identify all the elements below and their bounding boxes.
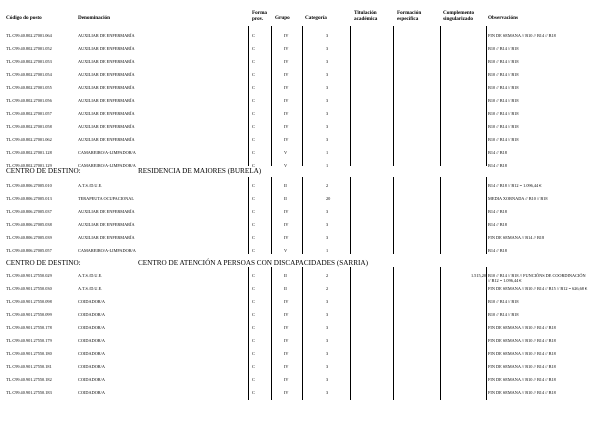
cell-grupo: IV	[284, 85, 289, 90]
cell-code: TL.C99.40.802.27001.057	[6, 111, 52, 116]
cell-code: TL.C99.40.802.27001.053	[6, 59, 52, 64]
cell-cat: 2	[326, 183, 329, 188]
cell-obs: FIN DE SEMANA // B14 // B18	[488, 235, 545, 240]
table-row	[0, 205, 615, 218]
cell-den: COIDADOR/A	[78, 338, 105, 343]
cell-forma: C	[252, 286, 255, 291]
cell-obs: FIN DE SEMANA // B10 // B14 // B15 // B12 = 626,68 €	[488, 286, 588, 291]
cell-grupo: IV	[284, 364, 289, 369]
header-observacions: Observacións	[488, 15, 518, 21]
section3-name: CENTRO DE ATENCIÓN A PERSOAS CON DISCAPACIDADES (SARRIA)	[138, 259, 368, 267]
cell-grupo: IV	[284, 351, 289, 356]
cell-obs: B10 // B14 // B18	[488, 59, 519, 64]
table-row	[0, 321, 615, 334]
cell-obs: B14 // B18 // B12 = 1.096,44 €	[488, 183, 542, 188]
cell-forma: C	[252, 85, 255, 90]
cell-cat: 3	[326, 72, 329, 77]
cell-forma: C	[252, 312, 255, 317]
cell-den: AUXILIAR DE ENFERMARÍA	[78, 85, 135, 90]
cell-cat: 1	[326, 150, 329, 155]
cell-forma: C	[252, 137, 255, 142]
cell-forma: C	[252, 390, 255, 395]
column-rule	[486, 26, 487, 166]
cell-forma: C	[252, 338, 255, 343]
column-rule	[440, 26, 441, 166]
column-rule	[486, 267, 487, 400]
cell-den: AUXILIAR DE ENFERMARÍA	[78, 59, 135, 64]
section2-title	[6, 167, 81, 175]
cell-code: TL.C99.40.806.27005.013	[6, 196, 52, 201]
cell-den: AUXILIAR DE ENFERMARÍA	[78, 111, 135, 116]
cell-den: COIDADOR/A	[78, 390, 105, 395]
cell-obs: B10 // B14 // B18	[488, 312, 519, 317]
cell-grupo: IV	[284, 137, 289, 142]
cell-cat: 3	[326, 46, 329, 51]
cell-code: TL.C99.40.806.27005.038	[6, 222, 52, 227]
cell-code: TL.C99.40.802.27001.056	[6, 98, 52, 103]
column-rule	[248, 26, 249, 166]
column-rule	[350, 177, 351, 254]
cell-grupo: II	[284, 286, 287, 291]
column-rule	[271, 177, 272, 254]
cell-den: COIDADOR/A	[78, 299, 105, 304]
table-row	[0, 269, 615, 282]
table-row	[0, 334, 615, 347]
cell-code: TL.C99.40.901.27550.179	[6, 338, 52, 343]
table-row	[0, 231, 615, 244]
cell-obs: FIN DE SEMANA // B10 // B14 // B18	[488, 338, 556, 343]
cell-cat: 1	[326, 163, 329, 168]
cell-forma: C	[252, 209, 255, 214]
column-rule	[393, 177, 394, 254]
section3-title	[6, 259, 81, 267]
table-row	[0, 360, 615, 373]
section2-name: RESIDENCIA DE MAIORES (BURELA)	[138, 167, 262, 175]
cell-grupo: IV	[284, 209, 289, 214]
cell-cat: 2	[326, 273, 329, 278]
column-rule	[302, 267, 303, 400]
cell-grupo: IV	[284, 377, 289, 382]
cell-forma: C	[252, 124, 255, 129]
cell-cat: 3	[326, 111, 329, 116]
cell-den: TERAPEUTA OCUPACIONAL	[78, 196, 134, 201]
table-row	[0, 347, 615, 360]
cell-grupo: II	[284, 183, 287, 188]
cell-cat: 3	[326, 222, 329, 227]
cell-code: TL.C99.40.901.27550.030	[6, 286, 52, 291]
cell-forma: C	[252, 59, 255, 64]
cell-obs: FIN DE SEMANA // B10 // B14 // B18	[488, 325, 556, 330]
column-rule	[271, 26, 272, 166]
cell-cat: 3	[326, 390, 329, 395]
column-rule	[302, 177, 303, 254]
cell-forma: C	[252, 183, 255, 188]
cell-grupo: IV	[284, 235, 289, 240]
cell-den: A.T.S./D.U.E.	[78, 273, 103, 278]
header-codigo: Código do posto	[6, 15, 42, 21]
cell-den: COIDADOR/A	[78, 377, 105, 382]
cell-code: TL.C99.40.901.27550.180	[6, 351, 52, 356]
cell-obs: FIN DE SEMANA // B10 // B14 // B18	[488, 364, 556, 369]
table-row	[0, 120, 615, 133]
cell-forma: C	[252, 351, 255, 356]
table-row	[0, 386, 615, 399]
section3-label: CENTRO DE DESTINO:	[6, 259, 81, 267]
cell-den: AUXILIAR DE ENFERMARÍA	[78, 72, 135, 77]
cell-cat: 2	[326, 286, 329, 291]
cell-obs: B10 // B14 // B18	[488, 299, 519, 304]
cell-cat: 3	[326, 299, 329, 304]
table-row	[0, 295, 615, 308]
cell-grupo: V	[284, 163, 288, 168]
cell-obs: FIN DE SEMANA // B10 // B14 // B18	[488, 351, 556, 356]
table-row	[0, 94, 615, 107]
table-row	[0, 133, 615, 146]
cell-grupo: II	[284, 196, 287, 201]
cell-den: COIDADOR/A	[78, 312, 105, 317]
cell-code: TL.C99.40.901.27550.098	[6, 299, 52, 304]
cell-obs: FIN DE SEMANA // B10 // B14 // B18	[488, 390, 556, 395]
cell-forma: C	[252, 98, 255, 103]
header-forma: Forma prov.	[252, 10, 267, 22]
cell-cat: 3	[326, 338, 329, 343]
cell-code: TL.C99.40.802.27001.062	[6, 137, 52, 142]
cell-forma: C	[252, 33, 255, 38]
cell-cat: 3	[326, 137, 329, 142]
cell-cat: 3	[326, 98, 329, 103]
cell-grupo: IV	[284, 124, 289, 129]
header-formacion: Formación específica	[397, 10, 422, 22]
cell-comp: 1.515,20	[470, 273, 486, 278]
cell-obs: B10 // B14 // B18	[488, 72, 519, 77]
cell-code: TL.C99.40.802.27001.052	[6, 46, 52, 51]
cell-code: TL.C99.40.806.27005.037	[6, 209, 52, 214]
cell-code: TL.C99.40.901.27550.183	[6, 390, 52, 395]
cell-forma: C	[252, 150, 255, 155]
cell-obs: FIN DE SEMANA // B10 // B14 // B18	[488, 377, 556, 382]
cell-grupo: II	[284, 273, 287, 278]
cell-den: CAMAREIRO/A-LIMPADOR/A	[78, 150, 136, 155]
table-row	[0, 159, 615, 172]
header-grupo: Grupo	[275, 15, 290, 21]
table-row	[0, 308, 615, 321]
cell-den: AUXILIAR DE ENFERMARÍA	[78, 124, 135, 129]
cell-forma: C	[252, 248, 255, 253]
column-rule	[393, 267, 394, 400]
cell-code: TL.C99.40.802.27001.055	[6, 85, 52, 90]
table-row	[0, 42, 615, 55]
cell-obs: MEDIA XORNADA // B10 // B18	[488, 196, 548, 201]
cell-obs: B14 // B18	[488, 209, 507, 214]
table-row	[0, 218, 615, 231]
cell-cat: 3	[326, 235, 329, 240]
header-denominacion: Denominación	[78, 15, 110, 21]
cell-grupo: IV	[284, 46, 289, 51]
column-rule	[440, 267, 441, 400]
cell-code: TL.C99.40.802.27001.064	[6, 33, 52, 38]
column-rule	[271, 267, 272, 400]
column-rule	[486, 177, 487, 254]
cell-grupo: IV	[284, 72, 289, 77]
cell-forma: C	[252, 222, 255, 227]
cell-grupo: IV	[284, 33, 289, 38]
cell-cat: 3	[326, 209, 329, 214]
cell-grupo: IV	[284, 390, 289, 395]
cell-code: TL.C99.40.901.27550.029	[6, 273, 52, 278]
cell-obs: B10 // B14 // B18	[488, 85, 519, 90]
cell-forma: C	[252, 163, 255, 168]
cell-obs: B14 // B18	[488, 222, 507, 227]
cell-forma: C	[252, 46, 255, 51]
table-row	[0, 29, 615, 42]
cell-cat: 20	[326, 196, 331, 201]
cell-cat: 3	[326, 312, 329, 317]
cell-cat: 3	[326, 364, 329, 369]
cell-obs2: // B12 = 1.096,44 €	[488, 278, 522, 283]
table-header	[0, 0, 615, 30]
cell-den: CAMAREIRO/A-LIMPADOR/A	[78, 163, 136, 168]
column-rule	[393, 26, 394, 166]
cell-forma: C	[252, 273, 255, 278]
cell-cat: 3	[326, 325, 329, 330]
header-complemento: Complemento singularizado	[443, 10, 475, 22]
cell-code: TL.C99.40.901.27550.178	[6, 325, 52, 330]
cell-code: TL.C99.40.802.27001.129	[6, 163, 52, 168]
cell-grupo: IV	[284, 299, 289, 304]
cell-den: AUXILIAR DE ENFERMARÍA	[78, 98, 135, 103]
header-titulacion: Titulación académica	[354, 10, 378, 22]
header-categoria: Categoría	[305, 15, 327, 21]
cell-forma: C	[252, 299, 255, 304]
cell-code: TL.C99.40.901.27550.182	[6, 377, 52, 382]
cell-forma: C	[252, 377, 255, 382]
cell-code: TL.C99.40.806.27005.039	[6, 235, 52, 240]
cell-forma: C	[252, 72, 255, 77]
cell-obs: B10 // B14 // B18	[488, 137, 519, 142]
table-row	[0, 282, 615, 295]
table-row	[0, 68, 615, 81]
cell-forma: C	[252, 235, 255, 240]
cell-den: COIDADOR/A	[78, 325, 105, 330]
cell-den: CAMAREIRO/A-LIMPADOR/A	[78, 248, 136, 253]
cell-cat: 1	[326, 248, 329, 253]
cell-code: TL.C99.40.806.27005.057	[6, 248, 52, 253]
cell-cat: 3	[326, 377, 329, 382]
cell-grupo: V	[284, 248, 288, 253]
column-rule	[302, 26, 303, 166]
column-rule	[350, 267, 351, 400]
column-rule	[350, 26, 351, 166]
table-row	[0, 107, 615, 120]
table-row	[0, 55, 615, 68]
cell-code: TL.C99.40.901.27550.181	[6, 364, 52, 369]
cell-den: AUXILIAR DE ENFERMARÍA	[78, 137, 135, 142]
cell-forma: C	[252, 196, 255, 201]
cell-cat: 3	[326, 124, 329, 129]
cell-obs: B10 // B14 // B18	[488, 124, 519, 129]
cell-grupo: IV	[284, 111, 289, 116]
section2-label: CENTRO DE DESTINO:	[6, 167, 81, 175]
cell-cat: 3	[326, 33, 329, 38]
table-row	[0, 81, 615, 94]
column-rule	[440, 177, 441, 254]
cell-obs: B10 // B14 // B18 // FUNCIÓNS DE COORDINACIÓN	[488, 273, 586, 278]
cell-grupo: IV	[284, 325, 289, 330]
cell-obs: B10 // B14 // B18	[488, 46, 519, 51]
table-row	[0, 146, 615, 159]
cell-grupo: IV	[284, 312, 289, 317]
cell-den: AUXILIAR DE ENFERMARÍA	[78, 33, 135, 38]
cell-den: AUXILIAR DE ENFERMARÍA	[78, 235, 135, 240]
cell-cat: 3	[326, 351, 329, 356]
cell-den: AUXILIAR DE ENFERMARÍA	[78, 209, 135, 214]
cell-grupo: IV	[284, 98, 289, 103]
table-row	[0, 192, 615, 205]
cell-obs: B10 // B14 // B18	[488, 98, 519, 103]
cell-obs: B14 // B18	[488, 248, 507, 253]
cell-code: TL.C99.40.802.27001.128	[6, 150, 52, 155]
cell-obs: B14 // B18	[488, 150, 507, 155]
cell-grupo: IV	[284, 59, 289, 64]
cell-den: COIDADOR/A	[78, 351, 105, 356]
cell-den: COIDADOR/A	[78, 364, 105, 369]
table-row	[0, 373, 615, 386]
cell-den: A.T.S./D.U.E.	[78, 183, 103, 188]
cell-forma: C	[252, 364, 255, 369]
cell-cat: 3	[326, 59, 329, 64]
cell-grupo: IV	[284, 338, 289, 343]
cell-obs: FIN DE SEMANA // B10 // B14 // B18	[488, 33, 556, 38]
cell-den: A.T.S./D.U.E.	[78, 286, 103, 291]
cell-grupo: IV	[284, 222, 289, 227]
cell-den: AUXILIAR DE ENFERMARÍA	[78, 222, 135, 227]
table-row	[0, 179, 615, 192]
cell-cat: 3	[326, 85, 329, 90]
cell-forma: C	[252, 111, 255, 116]
cell-obs: B14 // B18	[488, 163, 507, 168]
cell-den: AUXILIAR DE ENFERMARÍA	[78, 46, 135, 51]
table-row	[0, 244, 615, 257]
column-rule	[248, 177, 249, 254]
column-rule	[248, 267, 249, 400]
cell-code: TL.C99.40.806.27005.010	[6, 183, 52, 188]
cell-obs: B10 // B14 // B18	[488, 111, 519, 116]
cell-grupo: V	[284, 150, 288, 155]
cell-forma: C	[252, 325, 255, 330]
cell-code: TL.C99.40.901.27550.099	[6, 312, 52, 317]
cell-code: TL.C99.40.802.27001.058	[6, 124, 52, 129]
cell-code: TL.C99.40.802.27001.054	[6, 72, 52, 77]
